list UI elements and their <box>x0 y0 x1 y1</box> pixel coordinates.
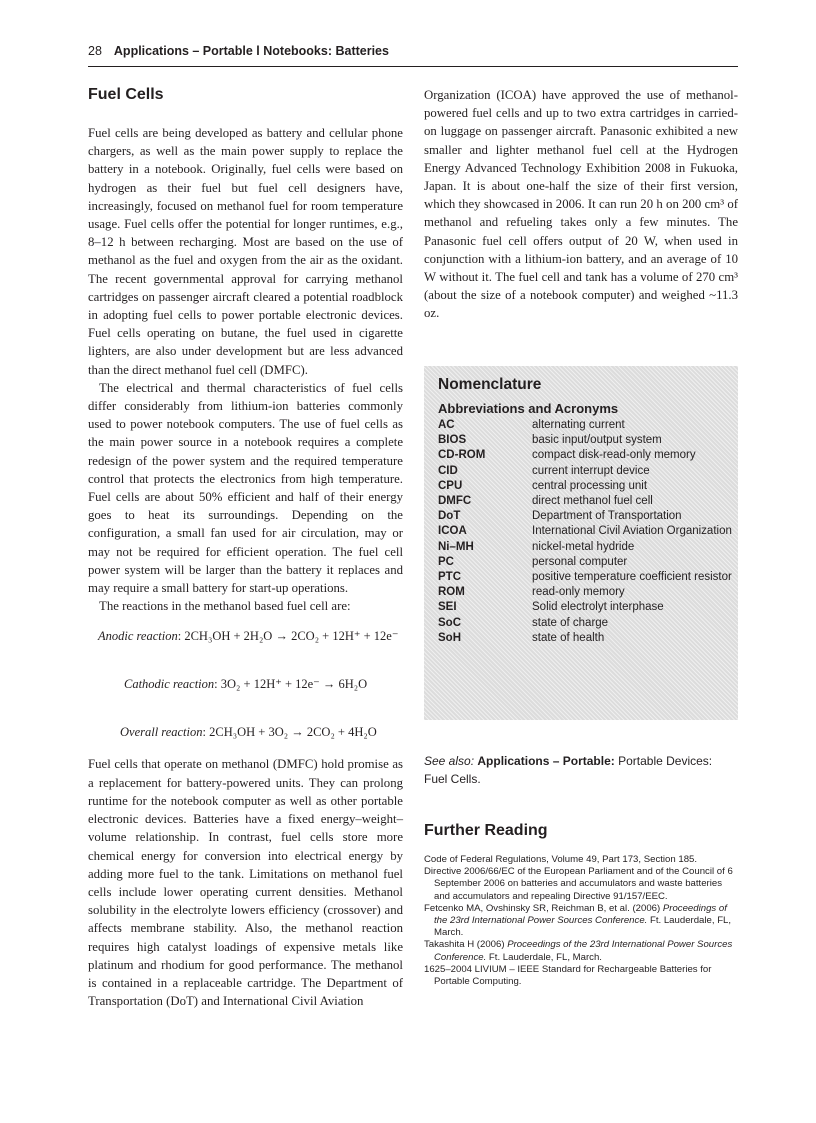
abbreviation: ICOA <box>438 525 467 538</box>
paragraph-3: The reactions in the methanol based fuel cell are: <box>99 599 351 614</box>
nomenclature-box <box>424 366 738 720</box>
see-also-rest[interactable]: Portable Devices: Fuel Cells. <box>424 754 713 786</box>
nomenclature-entry <box>438 570 734 585</box>
definition: state of charge <box>532 616 609 629</box>
definition: positive temperature coefficient resistor <box>532 571 732 584</box>
abbreviation: ROM <box>438 586 465 599</box>
definition: read-only memory <box>532 586 625 599</box>
paragraph-4: Fuel cells that operate on methanol (DMFC) hold promise as a replacement for battery-powered units. They can prolong runtime for the notebook computer as well as other portable electronic devices. Batteries have a fixed energy–weight–volume relationship. In contrast, fuel cells store more chemical energy for conversion into electrical energy by adding more fuel to the tank. Limitations on methanol fuel cells include lower operating current densities. Methanol solubility in the electrolyte lowers efficiency (crossover) and affects membrane stability. Also, the methanol reaction requires high catalyst loadings of expensive metals like platinum and rhodium for good performance. The methanol is contained in a replaceable cartridge. The Department of Transportation (DoT) and International Civil Aviation <box>88 757 403 1009</box>
definition: nickel-metal hydride <box>532 540 635 553</box>
definition: Solid electrolyt interphase <box>532 601 664 614</box>
equation-text: 2CH₃OH + 2H₂O → 2CO₂ + 12H⁺ + 12e⁻ <box>184 629 399 644</box>
reference-post: Ft. Lauderdale, FL, March. <box>486 951 602 963</box>
nomenclature-entry <box>438 509 734 524</box>
equation-text: 3O₂ + 12H⁺ + 12e⁻ → 6H₂O <box>220 677 368 692</box>
reference-item <box>424 903 740 940</box>
nomenclature-entry <box>438 540 734 555</box>
nomenclature-entry <box>438 631 734 646</box>
definition: Department of Transportation <box>532 510 682 523</box>
reference-pre: Code of Federal Regulations, Volume 49, Part 173, Section 185. <box>424 854 698 865</box>
definition: compact disk-read-only memory <box>532 449 696 462</box>
reference-pre: Fetcenko MA, Ovshinsky SR, Reichman B, et al. (2006) <box>424 902 663 914</box>
reference-list <box>424 854 740 988</box>
see-also-link[interactable]: Applications – Portable: <box>477 754 615 768</box>
nomenclature-entry <box>438 585 734 600</box>
left-column <box>88 86 403 1010</box>
equation-label: Cathodic reaction <box>124 677 215 692</box>
abbreviation: SoH <box>438 631 461 644</box>
abbreviation: BIOS <box>438 434 467 447</box>
abbreviation: PC <box>438 555 454 568</box>
abbreviation: Ni–MH <box>438 540 474 553</box>
nomenclature-entry <box>438 555 734 570</box>
abbreviation: DoT <box>438 510 461 523</box>
abbreviation: CD-ROM <box>438 449 486 462</box>
page-number: 28 <box>88 44 102 58</box>
anodic-equation: Anodic reaction: 2CH₃OH + 2H₂O → 2CO₂ + 12H⁺ + 12e⁻ <box>98 629 399 644</box>
reference-pre: 1625–2004 LIVIUM – IEEE Standard for Rechargeable Batteries for Portable Computing. <box>424 963 712 988</box>
definition: personal computer <box>532 555 628 568</box>
paragraph-2: The electrical and thermal characteristics of fuel cells differ considerably from lithium-ion batteries commonly used to power notebook computers. The use of fuel cells as the main power source in a notebook requires a complete redesign of the power system and the required temperature control that protects the electronics from high temperature. Fuel cells are about 50% efficient and half of their energy goes to heat its surroundings. Depending on the configuration, a small fan used for air circulation, may or may not be required for efficient operation. The fuel cell power system will be larger than the battery it replaces and may require a small battery for start-up operations. <box>88 380 403 596</box>
definition: current interrupt device <box>532 464 650 477</box>
equation-text: 2CH₃OH + 3O₂ → 2CO₂ + 4H₂O <box>209 725 377 740</box>
equation-label: Overall reaction <box>120 725 203 740</box>
running-header <box>88 44 738 67</box>
running-title: Applications – Portable l Notebooks: Batteries <box>113 44 389 58</box>
nomenclature-list <box>438 418 734 646</box>
definition: alternating current <box>532 419 625 431</box>
definition: direct methanol fuel cell <box>532 495 653 508</box>
right-column <box>424 86 738 323</box>
nomenclature-entry <box>438 448 734 463</box>
reference-post: Ft. Lauderdale, FL, March. <box>434 915 732 939</box>
section-title: Fuel Cells <box>88 86 164 103</box>
definition: basic input/output system <box>532 434 662 447</box>
reference-ital: Proceedings of the 23rd International Power Sources Conference. <box>434 902 727 927</box>
definition: state of health <box>532 631 605 644</box>
nomenclature-entry <box>438 616 734 631</box>
paragraph-continued: Organization (ICOA) have approved the use of methanol-powered fuel cells and up to two extra cartridges in carried-on luggage on passenger aircraft. Panasonic exhibited a new smaller and lighter methanol fuel cell at the Hydrogen Energy Advanced Technology Exhibition 2008 in Fukuoka, Japan. It is about one-half the size of their first version, which they showcased in 2006. It can run 20 h on 200 cm³ of methanol and refueling takes only a few minutes. The Panasonic fuel cell offers output of 20 W, when used in conjunction with a lithium-ion battery, and an average of 10 W without it. The fuel cell and tank has a volume of 270 cm³ (about the size of a notebook computer) and weighed ~11.3 oz. <box>424 88 738 321</box>
definition: central processing unit <box>532 479 648 492</box>
paragraph-1: Fuel cells are being developed as battery and cellular phone chargers, as well as the main power supply to replace the battery in a notebook. Originally, fuel cells were based on hydrogen as their fuel but fuel cell designers have, increasingly, focused on methanol fuel for room temperature usage. Fuel cells offer the potential for longer runtimes, e.g., 8–12 h between recharging. Most are based on the use of methanol as the fuel and oxygen from the air as the oxidant. The recent governmental approval for carrying methanol cartridges on passenger aircraft cleared a potential roadblock in adopting fuel cells to power portable electronic devices. Fuel cells operating on butane, the fuel used in cigarette lighters, are also under development but are less advanced than the direct methanol fuel cell (DMFC). <box>88 126 403 377</box>
reference-item <box>424 939 740 963</box>
further-reading <box>424 822 740 988</box>
nomenclature-title: Nomenclature <box>438 376 542 393</box>
see-also <box>424 752 738 788</box>
nomenclature-entry <box>438 600 734 615</box>
definition: International Civil Aviation Organization <box>532 525 732 538</box>
nomenclature-entry <box>438 433 734 448</box>
reference-item <box>424 866 740 903</box>
nomenclature-subtitle: Abbreviations and Acronyms <box>438 401 619 416</box>
see-also-prefix: See also: <box>424 754 475 768</box>
reference-item <box>424 964 740 988</box>
further-reading-title: Further Reading <box>424 822 548 839</box>
nomenclature-entry <box>438 464 734 479</box>
nomenclature-entry <box>438 524 734 539</box>
reference-item <box>424 854 740 866</box>
nomenclature-entry <box>438 479 734 494</box>
cathodic-equation: Cathodic reaction: 3O₂ + 12H⁺ + 12e⁻ → 6H₂O <box>124 677 368 692</box>
abbreviation: PTC <box>438 571 461 584</box>
abbreviation: AC <box>438 419 455 431</box>
overall-equation: Overall reaction: 2CH₃OH + 3O₂ → 2CO₂ + 4H₂O <box>120 725 377 740</box>
abbreviation: CPU <box>438 479 463 492</box>
nomenclature-entry <box>438 494 734 509</box>
abbreviation: CID <box>438 464 458 477</box>
equation-label: Anodic reaction <box>98 629 178 644</box>
reference-pre: Directive 2006/66/EC of the European Parliament and of the Council of 6 September 2006 on batteries and accumulators and waste batteries and accumulators and repealing Directive 91/157/EEC. <box>424 866 733 902</box>
abbreviation: SoC <box>438 616 461 629</box>
nomenclature-entry <box>438 418 734 433</box>
abbreviation: DMFC <box>438 495 472 508</box>
reference-ital: Proceedings of the 23rd International Power Sources Conference. <box>434 939 733 963</box>
abbreviation: SEI <box>438 601 457 614</box>
reference-pre: Takashita H (2006) <box>424 939 508 951</box>
